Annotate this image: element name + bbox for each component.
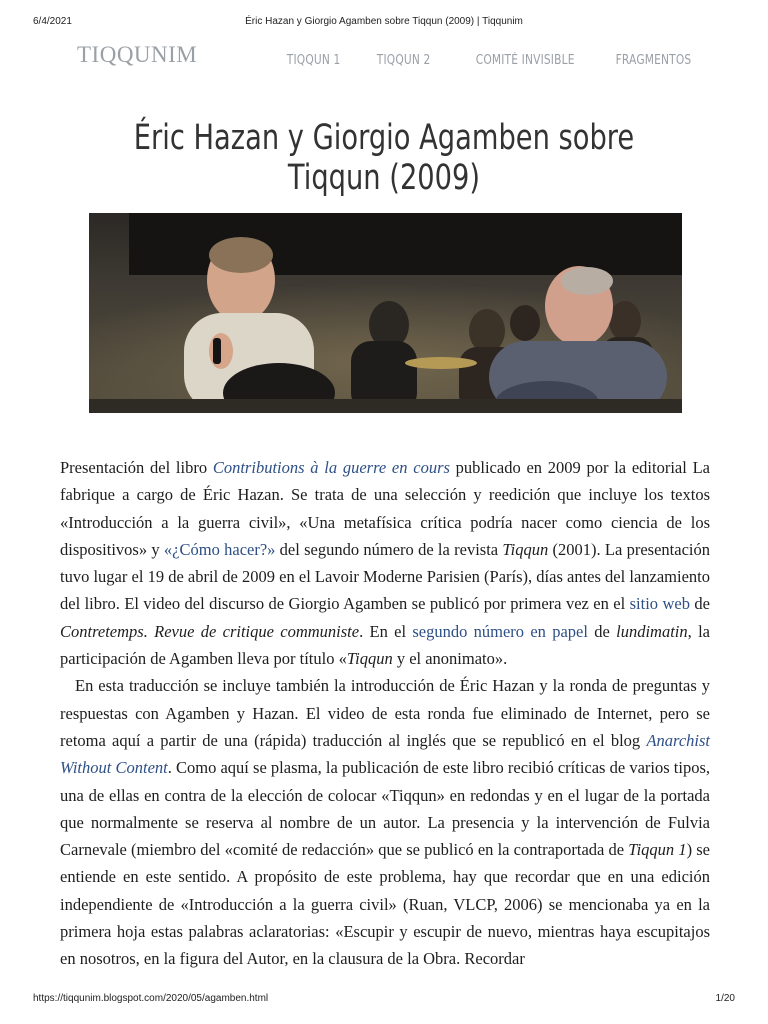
event-photo-image <box>89 213 682 413</box>
print-header <box>0 16 768 30</box>
print-url: https://tiqqunim.blogspot.com/2020/05/agamben.html <box>33 993 269 1004</box>
text: (2001). La presentación tuvo lugar el 19 de abril de 2009 en el Lavoir Moderne Parisien (París), días antes del lanzamiento del libro. El video del discurso de Giorgio Agamben se publicó por primera vez en el <box>60 539 710 614</box>
link-text: Contributions à la guerre en cours <box>212 458 450 477</box>
text: publicado en 2009 por la editorial La fabrique a cargo de Éric Hazan. Se trata de una selección y reedición que incluye los textos «Introducción a la guerra civil», «Una metafísica crítica podría nacer como ciencia de los dispositivos» y <box>60 458 710 559</box>
text: de <box>587 621 617 641</box>
print-title: Éric Hazan y Giorgio Agamben sobre Tiqqun (2009) | Tiqqunim <box>245 16 523 27</box>
event-photo <box>89 213 682 413</box>
link-segundo-numero[interactable]: segundo número en papel <box>412 621 588 641</box>
text: . Como aquí se plasma, la publicación de este libro recibió críticas de varios tipos, una de ellas en contra de la elección de colocar «Tiqqun» en redondas y en el lugar de la portada que normalmente se reserva al nombre de un autor. La presencia y la intervención de Fulvia Carnevale (miembro del «comité de redacción» que se publicó en la contraportada de <box>60 758 710 860</box>
print-page-number: 1/20 <box>715 993 735 1004</box>
main-nav <box>275 53 691 68</box>
post-body <box>60 454 710 973</box>
text: del segundo número de la revista <box>275 539 503 559</box>
post-title <box>0 118 768 198</box>
link-contributions[interactable] <box>213 458 450 477</box>
emphasis: lundimatin <box>616 621 688 641</box>
link-sitio-web[interactable]: sitio web <box>629 594 690 614</box>
nav-tiqqun-2[interactable]: TIQQUN 2 <box>376 53 431 68</box>
nav-comite-invisible[interactable]: COMITÉ INVISIBLE <box>475 53 575 68</box>
emphasis: Tiqqun 1 <box>628 840 687 860</box>
text: y el anonimato». <box>392 649 508 669</box>
paragraph-1 <box>60 454 710 672</box>
link-como-hacer[interactable]: «¿Cómo hacer?» <box>163 539 276 559</box>
nav-tiqqun-1[interactable]: TIQQUN 1 <box>286 53 341 68</box>
text: , la participación de Agamben lleva por título « <box>60 621 710 669</box>
post-title-text: Éric Hazan y Giorgio Agamben sobre Tiqqun (2009) <box>133 118 635 198</box>
print-date: 6/4/2021 <box>33 16 72 27</box>
text: En esta traducción se incluye también la introducción de Éric Hazan y la ronda de preguntas y respuestas con Agamben y Hazan. El video de esta ronda fue eliminado de Internet, pero se retoma aquí a partir de una (rápida) traducción al inglés que se republicó en el blog <box>60 676 710 750</box>
emphasis: Tiqqun <box>502 539 549 559</box>
emphasis: Contretemps. Revue de critique communiste <box>60 621 360 641</box>
text: de <box>689 594 710 614</box>
link-text: Anarchist Without Content <box>60 730 710 778</box>
emphasis: Tiqqun <box>346 649 393 669</box>
print-footer <box>0 993 768 1007</box>
text: Presentación del libro <box>60 458 213 477</box>
paragraph-2 <box>60 672 710 972</box>
text: . En el <box>359 621 413 641</box>
site-logo-link[interactable]: TIQQUNIM <box>77 42 198 67</box>
nav-fragmentos[interactable]: FRAGMENTOS <box>615 53 691 68</box>
text: ) se entiende en este sentido. A propósito de este problema, hay que recordar que en una edición independiente de «Introducción a la guerra civil» (Ruan, VLCP, 2006) se mencionaba ya en la primera hoja estas palabras aclaratorias: «Escupir y escupir de nuevo, mientras haya escupitajos en nosotros, en la figura del Autor, en la clausura de la Obra. Recordar <box>60 840 710 969</box>
